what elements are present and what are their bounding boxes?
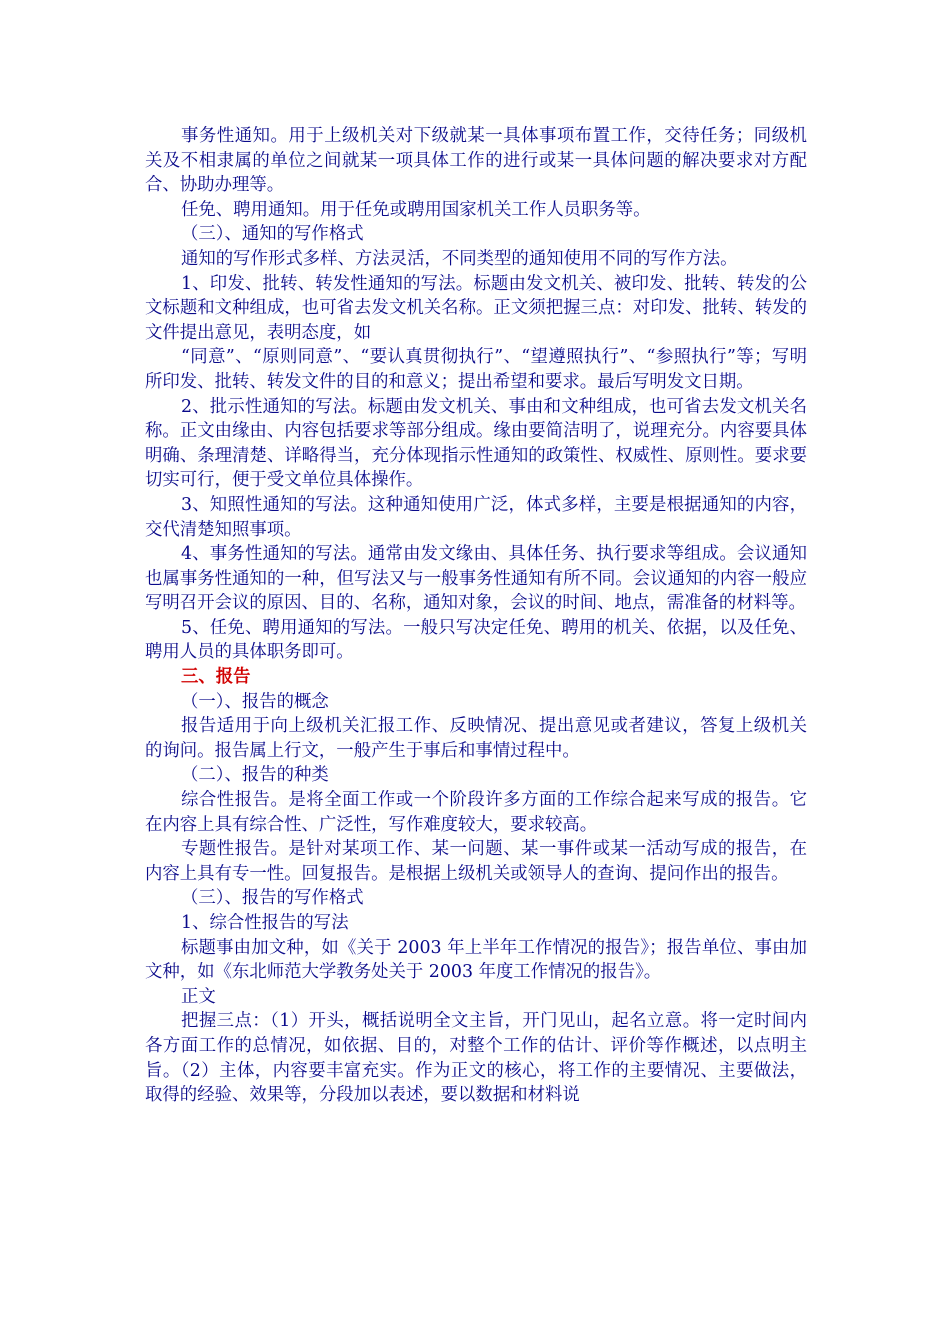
paragraph-title-method: 标题事由加文种，如《关于 2003 年上半年工作情况的报告》；报告单位、事由加文种，如《东北师范大学教务处关于 2003 年度工作情况的报告》。 [145,937,807,983]
paragraph-notice-methods: 通知的写作形式多样、方法灵活，不同类型的通知使用不同的写作方法。 [181,248,738,269]
paragraph-method-3: 3、知照性通知的写法。这种通知使用广泛，体式多样，主要是根据通知的内容，交代清楚知照事项。 [145,494,807,540]
paragraph-comprehensive-report: 综合性报告。是将全面工作或一个阶段许多方面的工作综合起来写成的报告。它在内容上具有综合性、广泛性，写作难度较大，要求较高。 [145,790,807,835]
paragraph-report-concept: 报告适用于向上级机关汇报工作、反映情况、提出意见或者建议，答复上级机关的询问。报告属上行文，一般产生于事后和事情过程中。 [145,716,807,761]
paragraph-method-1-continued: “同意”、“原则同意”、“要认真贯彻执行”、“望遵照执行”、“参照执行”等；写明所印发、批转、转发文件的目的和意义；提出希望和要求。最后写明发文日期。 [145,347,807,392]
paragraph-special-report: 专题性报告。是针对某项工作、某一问题、某一事件或某一活动写成的报告，在内容上具有专一性。回复报告。是根据上级机关或领导人的查询、提问作出的报告。 [145,839,807,884]
subheading-notice-format: （三）、通知的写作格式 [181,224,364,245]
document-page [145,124,807,1108]
subheading-report-format: （三）、报告的写作格式 [181,888,364,909]
subheading-report-concept: （一）、报告的概念 [181,691,329,712]
paragraph-appointment-notice: 任免、聘用通知。用于任免或聘用国家机关工作人员职务等。 [181,199,651,220]
paragraph-method-5: 5、任免、聘用通知的写法。一般只写决定任免、聘用的机关、依据，以及任免、聘用人员的具体职务即可。 [145,617,807,663]
paragraph-method-4: 4、事务性通知的写法。通常由发文缘由、具体任务、执行要求等组成。会议通知也属事务性通知的一种，但写法又与一般事务性通知有所不同。会议通知的内容一般应写明召开会议的原因、目的、名称，通知对象，会议的时间、地点，需准备的材料等。 [145,544,807,614]
paragraph-method-1: 1、印发、批转、转发性通知的写法。标题由发文机关、被印发、批转、转发的公文标题和文种组成，也可省去发文机关名称。正文须把握三点：对印发、批转、转发的文件提出意见，表明态度，如 [145,273,807,343]
section-heading-report: 三、报告 [181,667,251,688]
paragraph-body-label: 正文 [181,986,216,1007]
paragraph-affairs-notice: 事务性通知。用于上级机关对下级就某一具体事项布置工作，交待任务；同级机关及不相隶属的单位之间就某一项具体工作的进行或某一具体问题的解决要求对方配合、协助办理等。 [145,126,807,196]
paragraph-three-points: 把握三点：（1）开头，概括说明全文主旨，开门见山，起名立意。将一定时间内各方面工作的总情况，如依据、目的，对整个工作的估计、评价等作概述，以点明主旨。（2）主体，内容要丰富充实。作为正文的核心，将工作的主要情况、主要做法，取得的经验、效果等，分段加以表述，要以数据和材料说 [145,1011,807,1106]
subheading-report-types: （二）、报告的种类 [181,765,329,786]
paragraph-comprehensive-method: 1、综合性报告的写法 [181,913,349,933]
paragraph-method-2: 2、批示性通知的写法。标题由发文机关、事由和文种组成，也可省去发文机关名称。正文由缘由、内容包括要求等部分组成。缘由要简洁明了，说理充分。内容要具体明确、条理清楚、详略得当，充分体现指示性通知的政策性、权威性、原则性。要求要切实可行，便于受文单位具体操作。 [145,396,807,491]
